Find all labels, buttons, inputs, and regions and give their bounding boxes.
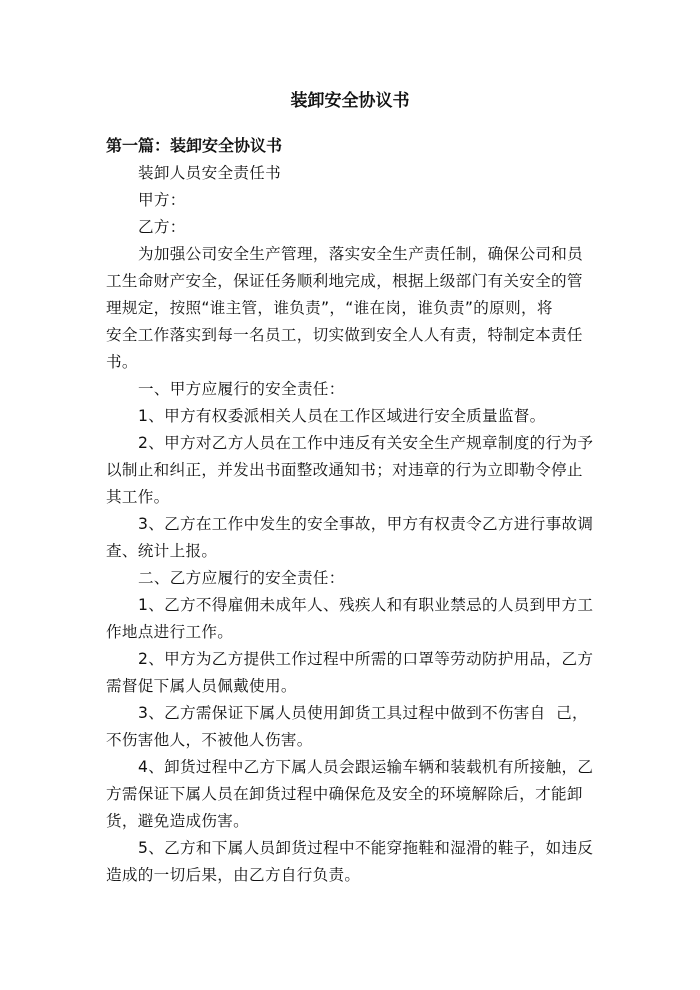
- clause-line: 2、甲方为乙方提供工作过程中所需的口罩等劳动防护用品，乙方: [138, 650, 594, 668]
- paragraph-line: 为加强公司安全生产管理，落实安全生产责任制，确保公司和员: [138, 245, 584, 263]
- subtitle: 装卸人员安全责任书: [138, 164, 282, 182]
- paragraph-line: 安全工作落实到每一名员工，切实做到安全人人有责，特制定本责任: [106, 326, 583, 344]
- clause-line: 作地点进行工作。: [106, 623, 234, 641]
- clause-line: 查、统计上报。: [106, 542, 218, 560]
- clause-line: 以制止和纠正，并发出书面整改通知书；对违章的行为立即勒令停止: [106, 461, 583, 479]
- document-body: [106, 160, 598, 889]
- section-heading: 第一篇：装卸安全协议书: [106, 136, 283, 155]
- part2-heading: 二、乙方应履行的安全责任：: [138, 569, 345, 587]
- document-title: 装卸安全协议书: [290, 91, 410, 111]
- clause-line: 3、乙方需保证下属人员使用卸货工具过程中做到不伤害自 己，: [138, 704, 588, 722]
- clause-line: 4、卸货过程中乙方下属人员会跟运输车辆和装载机有所接触，乙: [138, 758, 594, 776]
- paragraph-line: 理规定，按照“谁主管，谁负责”，“谁在岗，谁负责”的原则，将: [106, 299, 553, 317]
- party-a-line: 甲方：: [138, 191, 186, 209]
- clause-line: 其工作。: [106, 488, 170, 506]
- clause-line: 1、甲方有权委派相关人员在工作区域进行安全质量监督。: [138, 407, 546, 425]
- clause-line: 不伤害他人，不被他人伤害。: [106, 731, 313, 749]
- clause-line: 3、乙方在工作中发生的安全事故，甲方有权责令乙方进行事故调: [138, 515, 594, 533]
- clause-line: 5、乙方和下属人员卸货过程中不能穿拖鞋和湿滑的鞋子，如违反: [138, 839, 594, 857]
- clause-line: 需督促下属人员佩戴使用。: [106, 677, 297, 695]
- paragraph-line: 工生命财产安全，保证任务顺利地完成，根据上级部门有关安全的管: [106, 272, 583, 290]
- clause-line: 方需保证下属人员在卸货过程中确保危及安全的环境解除后，才能卸: [106, 785, 583, 803]
- paragraph-line: 书。: [106, 353, 138, 371]
- clause-line: 造成的一切后果，由乙方自行负责。: [106, 866, 361, 884]
- clause-line: 货，避免造成伤害。: [106, 812, 250, 830]
- clause-line: 2、甲方对乙方人员在工作中违反有关安全生产规章制度的行为予: [138, 434, 594, 452]
- clause-line: 1、乙方不得雇佣未成年人、残疾人和有职业禁忌的人员到甲方工: [138, 596, 594, 614]
- party-b-line: 乙方：: [138, 218, 186, 236]
- part1-heading: 一、甲方应履行的安全责任：: [138, 380, 345, 398]
